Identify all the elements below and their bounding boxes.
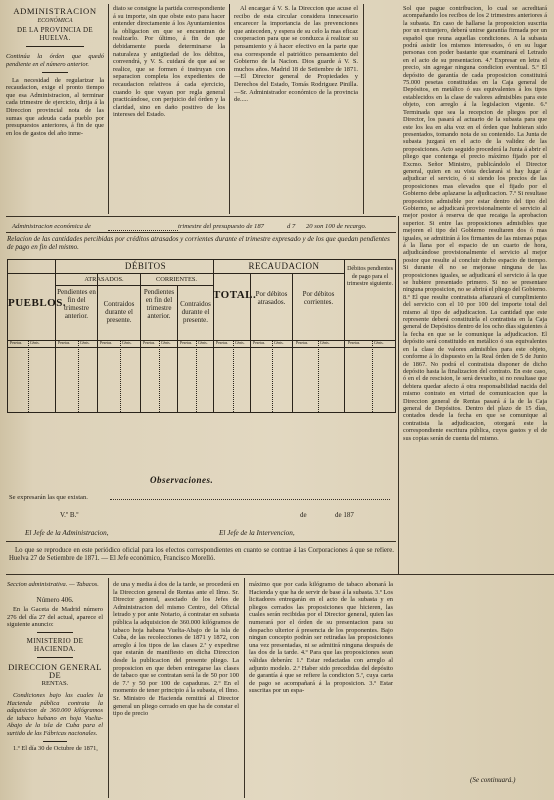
col-por-corrientes: Por débitos corrientes. <box>302 290 335 306</box>
gaceta-intro: En la Gaceta de Madrid número 276 del día 27 del actual, aparece el siguiente anuncio: <box>7 606 103 629</box>
reproduce-text: Lo que se reproduce en este periódico oficial para los efectos correspondientes en cuanto se contrae á las Corporaciones á que se refiere. Huelva 27 de Setiembre de 1871. — El Jefe económico, Francisco Morelló. <box>9 547 394 563</box>
col-pendientes-2: Pendientes en fin del trimestre anterior. <box>143 288 175 320</box>
unit-label: Cénts. <box>198 341 208 345</box>
top-column-2 <box>113 5 225 215</box>
continuara-note: (Se continuará.) <box>470 776 516 784</box>
unit-label: Pesetas. <box>253 341 266 345</box>
divider <box>6 232 396 233</box>
debitos-table <box>7 259 396 413</box>
anio-label: de 187 <box>335 511 354 519</box>
direccion-heading: DIRECCION GENERAL DE <box>8 663 102 680</box>
bottom-column-2 <box>113 581 239 797</box>
col-pendientes-pago: Débitos pendientes de pago para el trimestre siguiente. <box>347 266 393 288</box>
unit-label: Pesetas. <box>348 341 361 345</box>
debitos-header: DÉBITOS <box>124 261 167 271</box>
unit-label: Cénts. <box>30 341 40 345</box>
reproduce-paragraph <box>9 547 394 569</box>
observaciones-heading: Observaciones. <box>150 475 214 485</box>
unit-label: Cénts. <box>320 341 330 345</box>
recaudacion-header: RECAUDACION <box>248 261 320 271</box>
jefe-interv: El Jefe de la Intervencion, <box>219 529 295 537</box>
unit-label: Pesetas. <box>180 341 193 345</box>
admin-line-d: d 7 <box>287 223 296 230</box>
first-condition: 1.º El día 30 de Octubre de 1871, <box>13 744 98 752</box>
unit-label: Pesetas. <box>216 341 229 345</box>
administracion-heading: ADMINISTRACION <box>13 6 97 16</box>
unit-label: Pesetas. <box>143 341 156 345</box>
unit-label: Cénts. <box>80 341 90 345</box>
unit-label: Pesetas. <box>100 341 113 345</box>
bottom-left-column <box>7 581 103 797</box>
col-contraidos: Contraidos durante el presente. <box>103 300 135 324</box>
relation-caption: Relacion de las cantidades percibidas por créditos atrasados y corrientes durante el trimestre expresado y de los que quedan pendientes de pago en fin del mismo. <box>7 235 390 252</box>
unit-label: Cénts. <box>374 341 384 345</box>
unit-label: Pesetas. <box>296 341 309 345</box>
divider <box>6 216 396 217</box>
numero-label: Número 406. <box>36 595 74 604</box>
right-column <box>403 5 547 768</box>
vb-label: V.º B.º <box>60 511 79 519</box>
col-pendientes: Pendientes en fin del trimestre anterior. <box>57 288 96 320</box>
continuation-note: Continúa la órden que quedó pendiente en el número anterior. <box>6 53 104 68</box>
column-rule <box>229 4 230 214</box>
unit-label: Cénts. <box>161 341 171 345</box>
unit-label: Pesetas. <box>10 341 23 345</box>
atrasados-header: ATRASADOS. <box>84 276 124 283</box>
divider <box>26 46 84 47</box>
ministerio-heading: MINISTERIO DE HACIENDA. <box>26 636 84 653</box>
column-rule <box>244 578 245 798</box>
section-title: Seccion administrativa. — Tabacos. <box>7 581 99 588</box>
col-total: TOTAL. <box>213 289 257 301</box>
economica-subheading: ECONÓMICA <box>37 17 73 24</box>
unit-label: Cénts. <box>274 341 284 345</box>
admin-line-right: 20 son 100 de recargo. <box>306 223 367 230</box>
col-por-atrasados: Por débitos atrasados. <box>255 290 288 306</box>
unit-label: Cénts. <box>235 341 245 345</box>
col-contraidos-2: Contraidos durante el presente. <box>180 300 211 324</box>
regularizar-paragraph: La necesidad de regularizar la recaudacion, exige el pronto tiempo que esa Administracion, al terminar cada trimestre de ejercicio, dirija á la Direccion provincial nota de las sumas que adeuda cada pueblo por presupuestos anteriores, á fin de que en los de gastos del año inme- <box>6 76 104 137</box>
fill-line <box>108 230 178 231</box>
rentas-heading: RENTAS. <box>41 680 69 688</box>
column-rule <box>363 4 364 214</box>
condiciones-text: Condiciones bajo las cuales la Hacienda pública contrata la adquisicion de 360.000 kilógramos de tabaco habano en hoja Vuelta-Abajo de la isla de Cuba para el surtido de las Fábricas nacionales. <box>7 691 103 737</box>
admin-line-mid: trimestre del presupuesto de 187 <box>178 223 264 230</box>
corrientes-header: CORRIENTES. <box>155 276 197 283</box>
top-left-column <box>6 2 104 216</box>
expresaran-text: Se expresarán las que existan. <box>9 494 88 501</box>
text-block: Sol que pague contribucion, lo cual se acreditará acompañando los recibos de los 2 trimestres anteriores á la subasta. En caso de hallarse la proposicion suscrita por un extranjero, deberá unirse garantía firmada por un español que reuna aquellas condiciones. A la subasta podrá asistir los mismos interesados, ó en su lugar personas con poder bastante que examinará el Letrado en el acto de su presentacion. 4.º Expresar en letra el precio, sin agregar ninguna condicion eventual. 5.º El depósito de garantía de cada proposicion constituirá 75.000 pesetas constituidas en la Caja general de Depósitos, en metálico ó sus equivalentes á los tipos establecidos en la clase de valores admisibles para este objeto, con arreglo á la legislacion vigente. 6.º Terminada que sea la recepcion de pliegos por el Director, los pasará al actuario de la subasta para que este los lea en alta voz en el órden que hubieran sido presentados, tomando nota de su contenido. La Junta de subasta juzgará en el acto de la validez de las proposiciones. Acto seguido procederá la Junta á abrir el pliego que contenga el precio máximo fijado por el Excmo. Señor Ministro, publicándolo el Director general, quien en su vista declarará si hay lugar á adjudicar el servicio, ó si siendo los precios de las proposiciones mas elevados que el fijado por el Gobierno debe aplazarse la adjudicacion. 7.º Si resultase proposicion admisible por estar dentro del tipo del Gobierno, se adjudicará provisionalmente el servicio al mejor postor á reserva de que recaiga la aprobacion superior. Si entre las proposiciones admisibles que mejoren el tipo del Gobierno resultaren dos ó mas iguales, se admitirán á los firmantes de las mismas pujas á la llana por el espacio de un cuarto de hora, adjudicándose provisionalmente el servicio al mejor postor que resulte al concluir dicho espacio de tiempo. Si durante él no se mejorase ninguna de las proposiciones iguales, se adjudicará el servicio á la que se hubiere presentado primero. Si no se presentare ninguna proposicion, no se abrirá el pliego del Gobierno. 8.º El que resulte contratista afianzará el cumplimiento del servicio con el 10 por 100 del importe total del mismo al tipo de adjudicacion. La cantidad que este represente deberá constituirla el contratista en la Caja general de Depósitos dentro de los ocho días siguientes á la fecha en que se le comunique la adjudicacion. El depósito será constituido en metálico ó sus equivalentes en la clase de valores admisibles para este objeto, conforme á lo dispuesto en la Real órden de 5 de Junio de 1867. No podrá el contratista disponer de dicho depósito hasta la finalizacion del contrato. En este caso, ó en el de rescision, le será devuelto, si no resultase que debiera quedar afecto á otra responsabilidad nacida del mismo contrato en virtud de comunicacion que la Direccion general de Rentas pasará á la de la Caja general de Depósitos. Dentro del plazo de 15 días, contados desde la fecha en que se comunique al contratista la adjudicacion, otorgará este la correspondiente escritura pública, cuyos gastos y el de sus copias serán de cuenta del mismo. <box>403 5 547 442</box>
text-block: máximo que por cada kilógramo de tabaco abonará la Hacienda y que ha de servir de base á la subasta. 3.º Los licitadores entregarán en el acto de la subasta y en pliegos cerrados las proposiciones que hicieren, las cuales serán recibidas por el Director general, quien las numerará por el órden de su presentacion para su despacho ulterior á presencia de los proponentes. Bajo ningun concepto podrán ser retiradas las proposiciones una vez presentadas, ni se admitirá ninguna después de las dos de la tarde. 4.º Para que las proposiciones sean válidas deberán: 1.º Estar redactadas con arreglo al adjunto modelo. 2.º Haber sido precedidas del depósito de garantía á que se refiere la condicion 5.ª, cuya carta de pago se acompañará á la proposicion. 3.º Estar suscritas por un espa- <box>249 581 393 695</box>
divider <box>6 541 396 542</box>
divider <box>42 72 68 73</box>
province-heading: DE LA PROVINCIA DE HUELVA. <box>17 26 93 42</box>
de-label: de <box>300 511 307 519</box>
fill-line <box>110 499 390 500</box>
column-rule <box>108 578 109 798</box>
jefe-admin: El Jefe de la Administracion, <box>25 529 109 537</box>
column-rule <box>108 4 109 214</box>
unit-label: Cénts. <box>122 341 132 345</box>
text-block: de una y media á dos de la tarde, se procederá en la Direccion general de Rentas ante el Ilmo. Sr. Director general, asociado de los Jefes de Administracion del mismo Centro, del Oficial letrado y por ante Notario, á contratar en subasta pública la adquisicion de 360.000 kilógramos de tabaco hoja habana Vuelta-Abajo de la isla de Cuba, de las recolecciones de 1871 y 1872, con arreglo á los tipos de las clases 2.ª y expedirse que estarán de manifiesto en dicha Direccion desde la publicacion del presente pliego. La proposicion en que deben entregarse las clases de tabaco que se contratan será la de 50 por 100 de 7.ª y 50 por 100 de capaduras. 2.º En el momento de tener principio á la subasta, el Ilmo. Sr. Ministro de Hacienda remitirá al Director general un pliego cerrado en que ha de constar el tipo de precio <box>113 581 239 718</box>
admin-line-left: Administracion económica de <box>12 223 91 230</box>
bottom-column-3 <box>249 581 393 797</box>
column-rule <box>398 216 399 574</box>
text-block: diato se consigne la partida correspondiente á su importe, sin que obste esto para hacer entender directamente á los Ayuntamientos la obligacion en que se encuentran de realizarlo. Por último, á fin de que debidamente pueda determinarse la naturaleza y antigüedad de los débitos, convendrá, y V. S. cuidará de que así se realice, que se formen é instruyan con separacion completa los expedientes de recaudacion relativos á cada ejercicio, cuando lo que vayan por regla general practicándose, con perjuicio del órden y la claridad, sino en daño positivo de los intereses del Estado. <box>113 5 225 119</box>
unit-label: Pesetas. <box>58 341 71 345</box>
top-column-3 <box>234 5 358 215</box>
text-block: Al encargar á V. S. la Direccion que acuse el recibo de esta circular considera innecesario encarecer la importancia de las prevenciones que anteceden, y espera de su celo la mas eficaz cooperacion para que se conduzca á realizar su pensamiento y á hacer efectivo en la parte que esa corresponde el patriótico pensamiento del Gobierno de la Nacion. Dios guarde á V. S. muchos años. Madrid 18 de Setiembre de 1871.—El Director general de Propiedades y Derechos del Estado, Tomás Rodriguez Pinilla.—Sr. Administrador económico de la provincia de..... <box>234 5 358 104</box>
pueblos-header: PUEBLOS. <box>8 297 67 309</box>
